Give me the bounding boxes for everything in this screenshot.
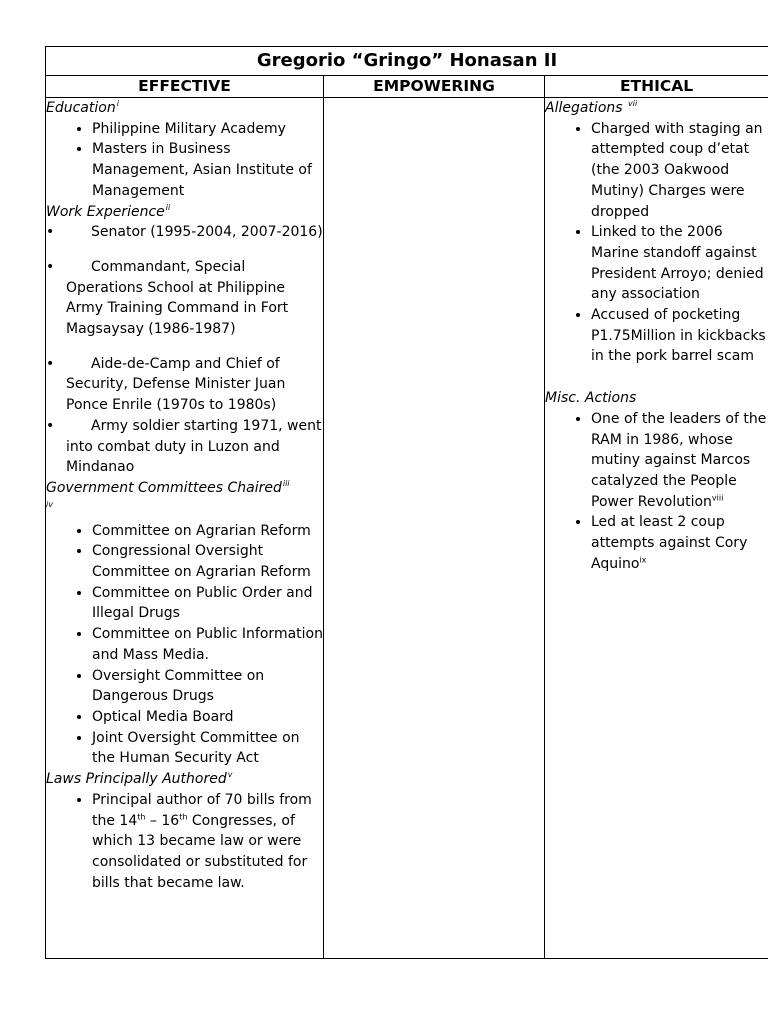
- column-header-empowering: EMPOWERING: [324, 76, 545, 98]
- list-item: • Linked to the 2006 Marine standoff against President Arroyo; denied any association: [591, 222, 768, 305]
- list-item: • Joint Oversight Committee on the Human Security Act: [92, 728, 323, 769]
- list-item: • Principal author of 70 bills from the 14th – 16th Congresses, of which 13 became law or were consolidated or substituted for bills that became law.: [92, 790, 323, 894]
- column-header-effective: EFFECTIVE: [46, 76, 324, 98]
- education-heading: Education$^i$: [46, 99, 119, 116]
- list-item: • Committee on Public Order and Illegal Drugs: [92, 583, 323, 624]
- list-item: • Accused of pocketing P1.75Million in kickbacks in the pork barrel scam: [591, 305, 768, 367]
- column-header-ethical: ETHICAL: [545, 76, 768, 98]
- misc-list: [545, 409, 768, 575]
- committees-heading: Government Committees Chaired$^{iii}$: [46, 479, 290, 496]
- effective-cell: [46, 98, 324, 959]
- list-item: • Committee on Public Information and Mass Media.: [92, 624, 323, 665]
- list-item: • Led at least 2 coup attempts against Cory Aquino$^{ix}$: [591, 512, 768, 574]
- allegations-list: [545, 119, 768, 367]
- list-item: • Oversight Committee on Dangerous Drugs: [92, 666, 323, 707]
- list-item: • Philippine Military Academy: [92, 119, 323, 140]
- list-item: • Aide-de-Camp and Chief of Security, Defense Minister Juan Ponce Enrile (1970s to 1980s): [46, 355, 286, 414]
- list-item: • Masters in Business Management, Asian Institute of Management: [92, 139, 323, 201]
- list-item: • Senator (1995-2004, 2007-2016): [46, 224, 323, 241]
- list-item: • Charged with staging an attempted coup d’etat (the 2003 Oakwood Mutiny) Charges were dropped: [591, 119, 768, 223]
- laws-heading: Laws Principally Authored$^v$: [46, 770, 233, 788]
- committees-ref-line: iv: [46, 499, 53, 509]
- misc-heading: Misc. Actions: [545, 390, 637, 407]
- list-item: • One of the leaders of the RAM in 1986, whose mutiny against Marcos catalyzed the People Power Revolution$^{viii}$: [591, 409, 768, 513]
- document-title: Gregorio “Gringo” Honasan II: [46, 47, 768, 76]
- profile-table: [45, 46, 768, 959]
- list-item: • Optical Media Board: [92, 707, 323, 728]
- laws-list: [46, 790, 323, 894]
- list-item: • Army soldier starting 1971, went into combat duty in Luzon and Mindanao: [46, 417, 322, 476]
- list-item: • Committee on Agrarian Reform: [92, 521, 323, 542]
- empowering-cell: [324, 98, 545, 959]
- list-item: • Commandant, Special Operations School at Philippine Army Training Command in Fort Magsaysay (1986-1987): [46, 258, 289, 338]
- work-heading: Work Experience$^{ii}$: [46, 202, 171, 220]
- committees-list: [46, 521, 323, 769]
- list-item: • Congressional Oversight Committee on Agrarian Reform: [92, 541, 323, 582]
- allegations-heading: Allegations $^{vii}$: [545, 99, 638, 116]
- education-list: [46, 119, 323, 202]
- ethical-cell: [545, 98, 768, 959]
